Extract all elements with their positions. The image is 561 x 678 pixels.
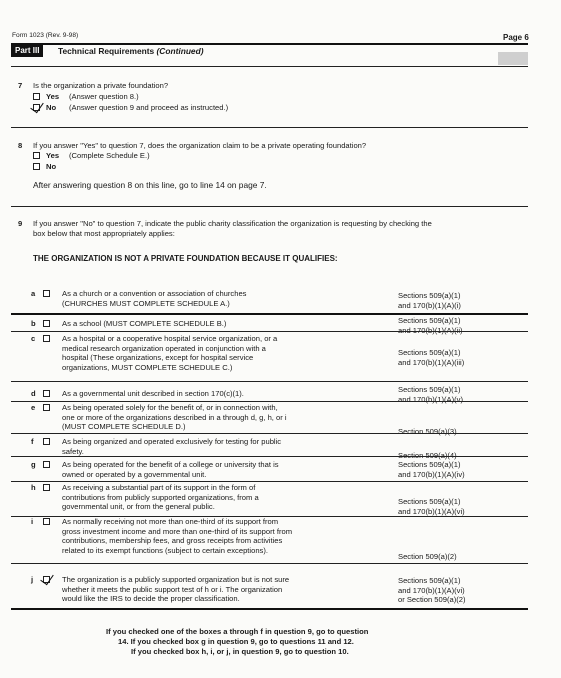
option-i-text: As normally receiving not more than one-third of its support from	[62, 517, 279, 526]
option-b-text: As a school (MUST COMPLETE SCHEDULE B.)	[62, 319, 227, 328]
option-b-checkbox[interactable]	[43, 320, 50, 327]
option-j-section: and 170(b)(1)(A)(vi)	[398, 585, 465, 595]
option-c-text: organizations, MUST COMPLETE SCHEDULE C.)	[62, 362, 233, 372]
option-c-section: and 170(b)(1)(A)(iii)	[398, 357, 465, 367]
option-c-text: hospital (These organizations, except for hospital service	[62, 353, 254, 363]
option-f-letter: f	[31, 437, 34, 446]
option-i-text: gross investment income and more than one-third of its support from	[62, 526, 293, 536]
option-c-section: Sections 509(a)(1)	[398, 348, 461, 357]
option-j-rule	[11, 608, 528, 610]
option-a-section: Sections 509(a)(1)	[398, 291, 461, 300]
q7-no-note: (Answer question 9 and proceed as instructed.)	[69, 103, 229, 112]
option-b-rule	[11, 331, 528, 332]
option-a-checkbox[interactable]	[43, 290, 50, 297]
q8-yes-label: Yes	[46, 151, 60, 160]
q9-heading: THE ORGANIZATION IS NOT A PRIVATE FOUNDATION BECAUSE IT QUALIFIES:	[33, 254, 338, 263]
page-number: Page 6	[503, 33, 529, 42]
option-b-section: Sections 509(a)(1)	[398, 316, 461, 325]
option-e-text: As being operated solely for the benefit of, or in connection with,	[62, 403, 278, 412]
q8-after-text: After answering question 8 on this line, go to line 14 on page 7.	[33, 180, 267, 190]
header-rule	[11, 43, 528, 45]
option-g-rule	[11, 481, 528, 482]
option-f-text: As being organized and operated exclusively for testing for public	[62, 437, 282, 446]
option-d-rule	[11, 401, 528, 402]
option-f-section: Section 509(a)(4)	[398, 451, 457, 460]
option-c-checkbox[interactable]	[43, 335, 50, 342]
q7-no-label: No	[46, 103, 57, 112]
option-c-letter: c	[31, 334, 36, 343]
option-j-section: Sections 509(a)(1)	[398, 576, 461, 585]
option-f-checkbox[interactable]	[43, 438, 50, 445]
option-i-section: Section 509(a)(2)	[398, 552, 457, 561]
option-i-checkbox[interactable]	[43, 518, 50, 525]
option-g-letter: g	[31, 460, 36, 469]
q8-no-label: No	[46, 162, 57, 171]
option-c-text: As a hospital or a cooperative hospital service organization, or a	[62, 334, 278, 343]
option-g-text: As being operated for the benefit of a college or university that is	[62, 460, 279, 469]
q7-number: 7	[18, 81, 23, 90]
q9-question-line1: If you answer "No" to question 7, indicate the public charity classification the organization is requesting by checking the	[33, 219, 432, 228]
q8-number: 8	[18, 141, 23, 150]
q7-yes-label: Yes	[46, 92, 60, 101]
option-j-letter: j	[31, 575, 34, 584]
option-i-text: contributions, membership fees, and gross receipts from activities	[62, 536, 283, 546]
shaded-column	[498, 52, 528, 65]
option-b-letter: b	[31, 319, 36, 328]
option-h-text: governmental unit, or from the general public.	[62, 502, 215, 512]
option-i-letter: i	[31, 517, 34, 526]
option-c-rule	[11, 381, 528, 382]
option-e-section: Section 509(a)(3)	[398, 427, 457, 436]
option-e-checkbox[interactable]	[43, 404, 50, 411]
q8-question: If you answer "Yes" to question 7, does the organization claim to be a private operating foundation?	[33, 141, 367, 150]
q7-yes-note: (Answer question 8.)	[69, 92, 139, 101]
q7-no-checkbox[interactable]	[33, 104, 40, 111]
option-i-text: related to its exempt functions (subject to certain exceptions).	[62, 545, 268, 555]
option-j-text: would like the IRS to decide the proper classification.	[62, 594, 240, 604]
option-a-text: As a church or a convention or association of churches	[62, 289, 247, 298]
footer-line1: If you checked one of the boxes a through f in question 9, go to question	[106, 627, 369, 636]
option-h-text: contributions from publicly supported organizations, from a	[62, 492, 259, 502]
footer-line2: 14. If you checked box g in question 9, go to questions 11 and 12.	[118, 637, 354, 646]
q8-yes-checkbox[interactable]	[33, 152, 40, 159]
q8-yes-note: (Complete Schedule E.)	[69, 151, 150, 160]
option-e-letter: e	[31, 403, 36, 412]
option-g-text: owned or operated by a governmental unit.	[62, 469, 207, 479]
option-e-rule	[11, 433, 528, 434]
option-h-section: Sections 509(a)(1)	[398, 497, 461, 506]
option-h-letter: h	[31, 483, 36, 492]
option-e-text: one or more of the organizations described in a through d, g, h, or i	[62, 412, 287, 422]
option-a-rule	[11, 313, 528, 315]
option-f-text: safety.	[62, 446, 84, 456]
q7-rule	[11, 127, 528, 128]
option-a-letter: a	[31, 289, 36, 298]
option-d-section: and 170(b)(1)(A)(v)	[398, 394, 463, 404]
q9-number: 9	[18, 219, 23, 228]
option-e-text: (MUST COMPLETE SCHEDULE D.)	[62, 422, 186, 432]
option-i-rule	[11, 563, 528, 564]
option-j-text: The organization is a publicly supported organization but is not sure	[62, 575, 290, 584]
option-a-text: (CHURCHES MUST COMPLETE SCHEDULE A.)	[62, 298, 230, 308]
option-h-text: As receiving a substantial part of its support in the form of	[62, 483, 256, 492]
option-g-section: Sections 509(a)(1)	[398, 460, 461, 469]
q9-question-line2: box below that most appropriately applies:	[33, 229, 175, 238]
option-d-section: Sections 509(a)(1)	[398, 385, 461, 394]
option-j-text: whether it meets the public support test of h or i. The organization	[62, 584, 283, 594]
footer-line3: If you checked box h, i, or j, in question 9, go to question 10.	[131, 647, 349, 656]
form-id: Form 1023 (Rev. 9-98)	[12, 32, 79, 39]
option-h-checkbox[interactable]	[43, 484, 50, 491]
option-c-text: medical research organization operated in conjunction with a	[62, 343, 266, 353]
part-rule	[11, 66, 528, 67]
q7-question: Is the organization a private foundation?	[33, 81, 169, 90]
option-a-section: and 170(b)(1)(A)(i)	[398, 300, 461, 310]
option-g-checkbox[interactable]	[43, 461, 50, 468]
part-label: Part III	[11, 45, 43, 57]
option-h-section: and 170(b)(1)(A)(vi)	[398, 506, 465, 516]
q8-no-checkbox[interactable]	[33, 163, 40, 170]
part-title: Technical Requirements (Continued)	[58, 46, 204, 56]
option-g-section: and 170(b)(1)(A)(iv)	[398, 469, 465, 479]
option-f-rule	[11, 456, 528, 457]
option-d-letter: d	[31, 389, 36, 398]
option-j-checkbox[interactable]	[43, 576, 50, 583]
option-j-section: or Section 509(a)(2)	[398, 595, 466, 605]
q8-rule	[11, 206, 528, 207]
option-d-text: As a governmental unit described in section 170(c)(1).	[62, 389, 244, 398]
option-b-section: and 170(b)(1)(A)(ii)	[398, 325, 463, 335]
option-d-checkbox[interactable]	[43, 390, 50, 397]
